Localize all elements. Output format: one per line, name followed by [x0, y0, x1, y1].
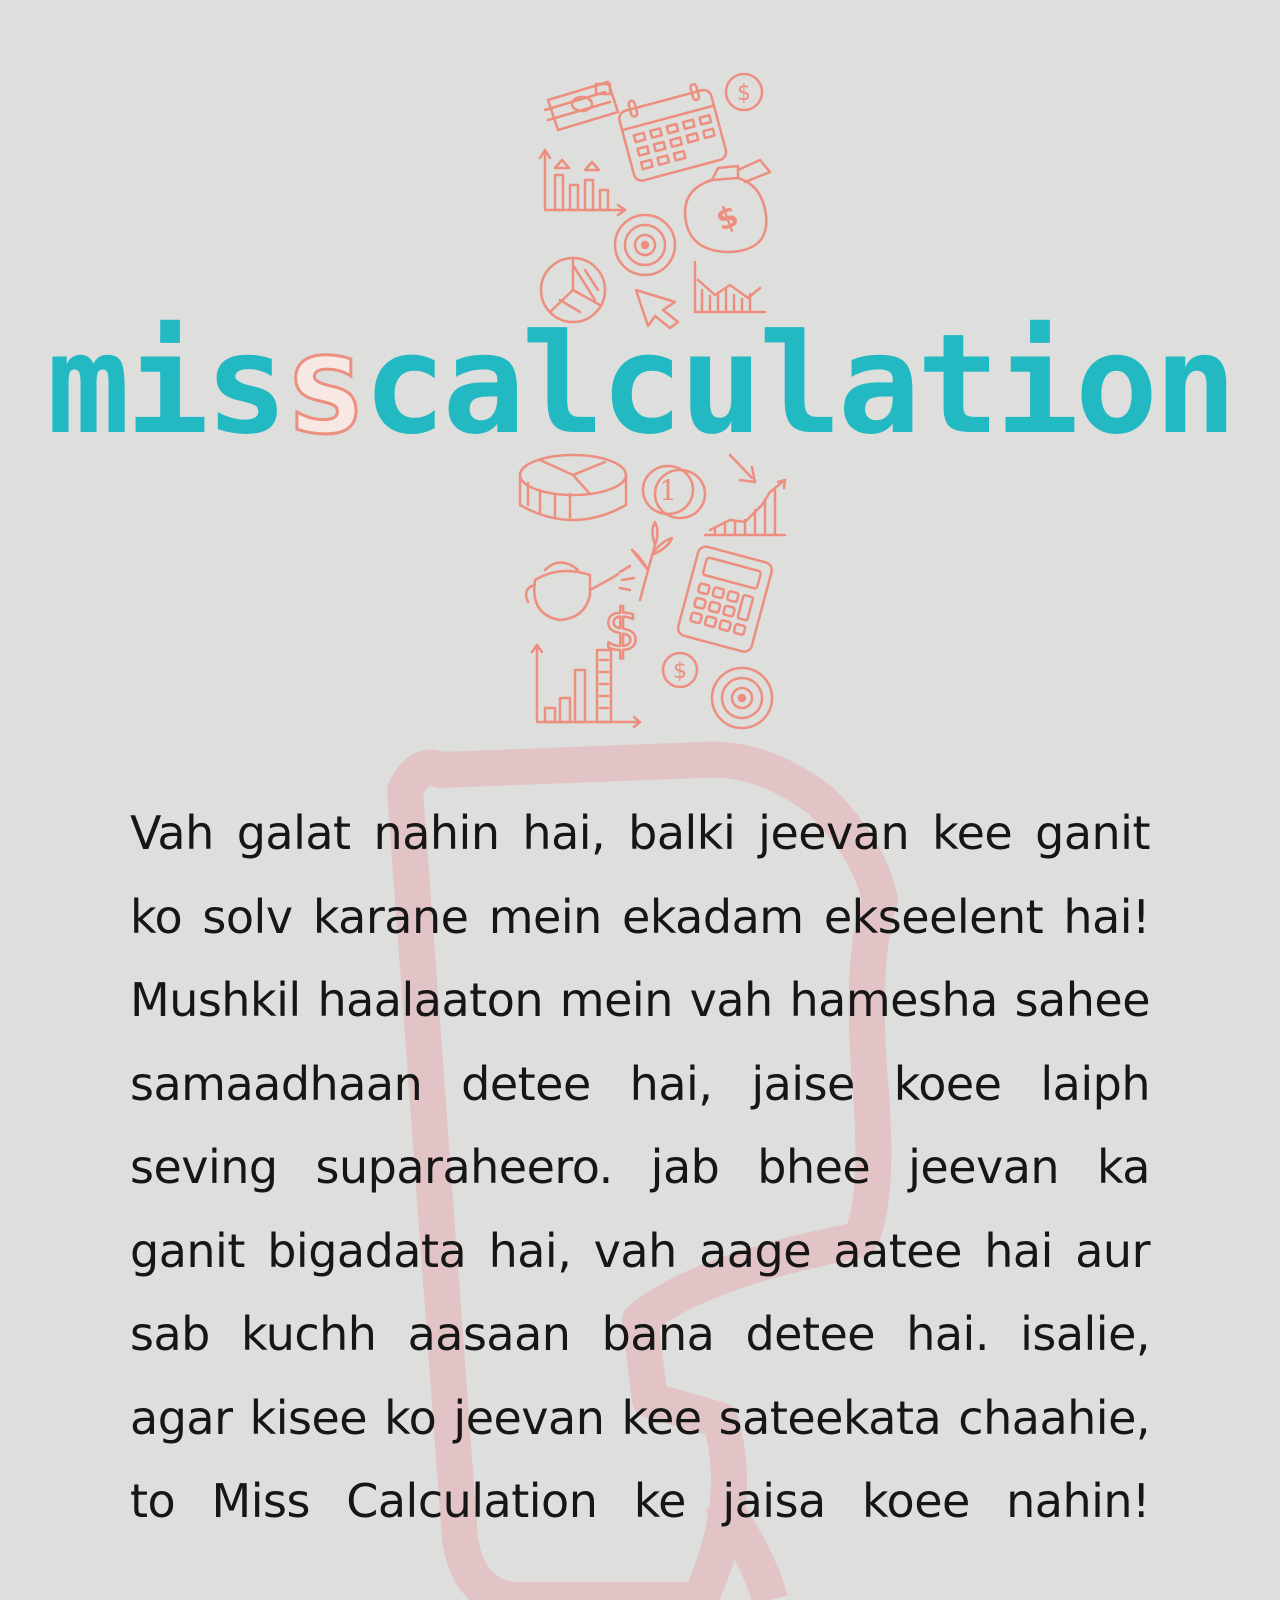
- svg-text:$: $: [737, 81, 751, 106]
- coin-icon: [643, 466, 705, 518]
- bar-chart-icon: [540, 150, 625, 215]
- dollar-coin-icon: [726, 74, 762, 110]
- title-highlight-letter: s: [284, 304, 364, 465]
- calendar-icon: [615, 81, 727, 183]
- dollar-plant-icon: [604, 522, 672, 664]
- growth-chart-icon: [705, 480, 785, 535]
- title-part-1: mis: [46, 304, 285, 465]
- svg-text:$: $: [673, 659, 687, 684]
- svg-text:$: $: [603, 596, 641, 664]
- target-icon: [615, 215, 675, 275]
- svg-text:1: 1: [659, 474, 677, 507]
- dollar-coin-icon: [663, 653, 697, 687]
- money-bag-icon: [685, 160, 770, 252]
- money-stack-icon: [545, 82, 618, 130]
- body-paragraph: Vah galat nahin hai, balki jeevan kee ganit ko solv karane mein ekadam ekseelent hai! Mushkil haalaaton mein vah hamesha sahee samaadhaan detee hai, jaise koee laiph seving suparaheero. jab bhee jeevan ka ganit bigadata hai, vah aage aatee hai aur sab kuchh aasaan bana detee hai. isalie, agar kisee ko jeevan kee sateekata chaahie, to Miss Calculation ke jaisa koee nahin!: [130, 806, 1150, 1528]
- target-icon: [712, 668, 772, 728]
- calculator-icon: [676, 545, 773, 654]
- svg-text:$: $: [711, 198, 744, 239]
- title-part-2: calculation: [363, 304, 1234, 465]
- logo-title: [0, 304, 1280, 465]
